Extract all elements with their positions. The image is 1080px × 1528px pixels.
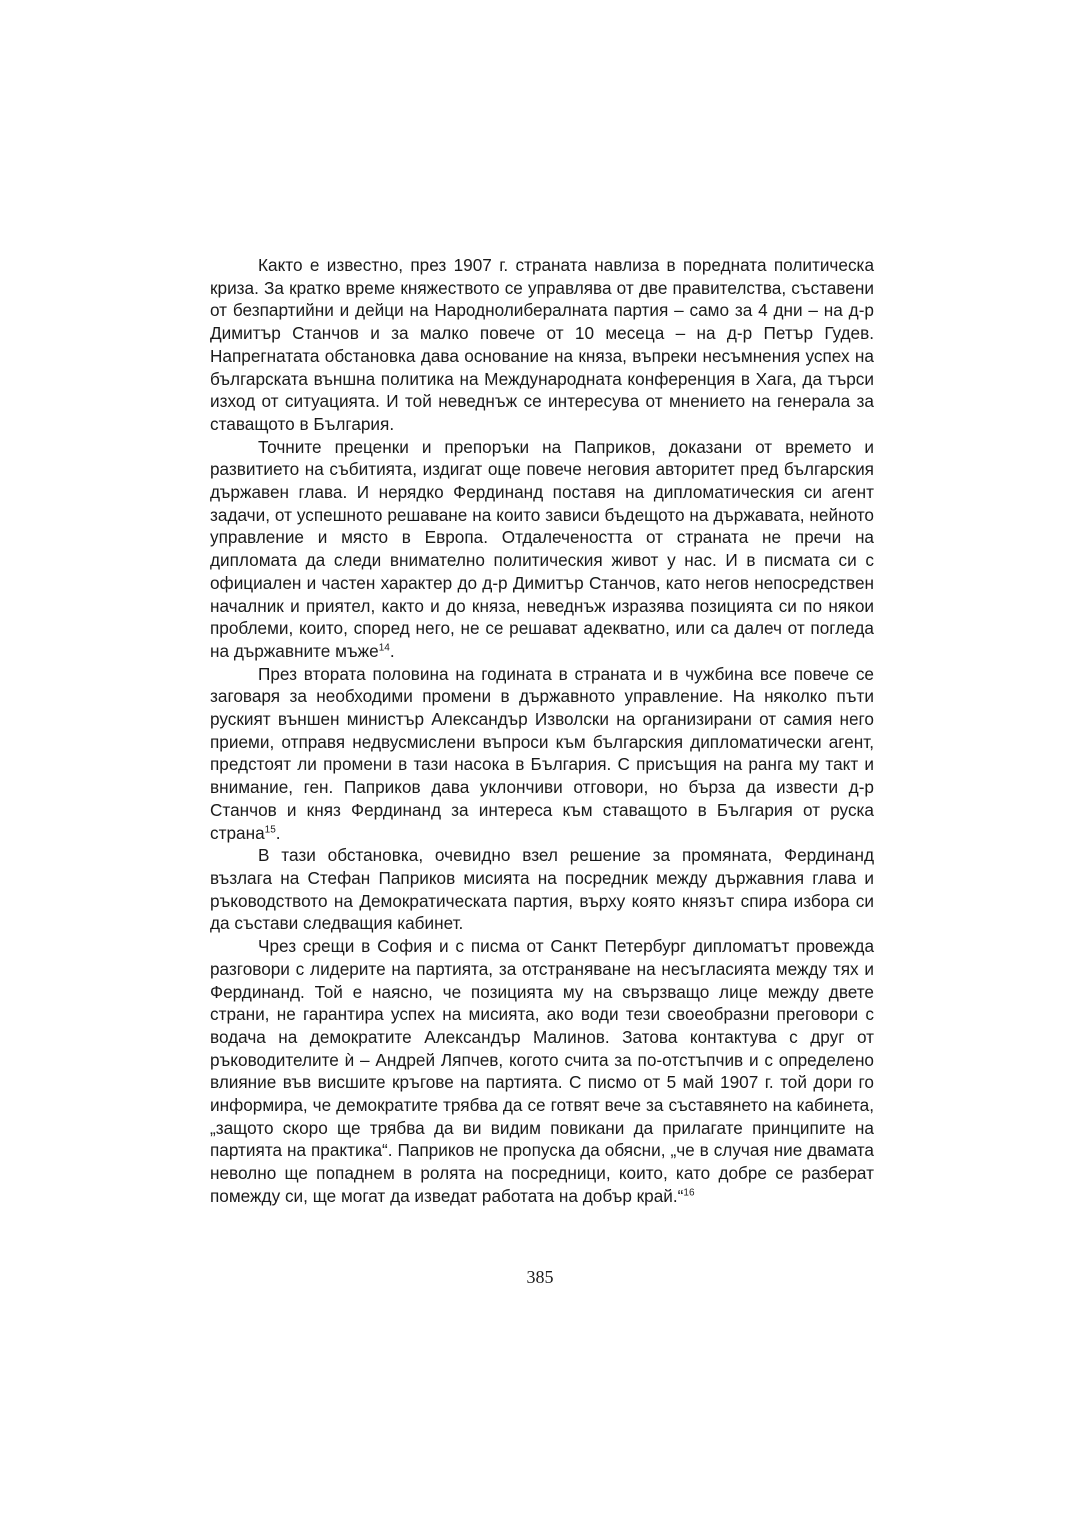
page-number: 385 — [526, 1267, 554, 1287]
paragraph: Точните преценки и препоръки на Паприков, доказани от времето и развитието на събитията, издигат още повече неговия авторитет пред българския държавен глава. И нерядко Фердинанд поставя на дипломатическия си агент задачи, от успешното решаване на които зависи бъдещото на държавата, нейното управление и място в Европа. Отдалечеността от страната не пречи на дипломата да следи внимателно политическия живот у нас. И в писмата си с официален и частен характер до д-р Димитър Станчов, като негов непосредствен началник и приятел, както и до княза, неведнъж изразява позицията си по някои проблеми, които, според него, не се решават адекватно, или са далеч от погледа на държавните мъже$^{14}$. — [210, 436, 874, 661]
footnote-ref: 16 — [683, 1187, 695, 1199]
paragraph: Както е известно, през 1907 г. страната навлиза в поредната политическа криза. За кратко време княжеството се управлява от две правителства, съставени от безпартийни и дейци на Народнолибералната партия – само за 4 дни – на д-р Димитър Станчов и за малко повече от 10 месеца – на д-р Петър Гудев. Напрегнатата обстановка дава основание на княза, въпреки несъмнения успех на българската външна политика на Международната конференция в Хага, да търси изход от ситуацията. И той неведнъж се интересува от мнението на генерала за ставащото в България. — [210, 255, 874, 434]
footnote-ref: 14 — [378, 642, 390, 654]
paragraph: В тази обстановка, очевидно взел решение за промяната, Фердинанд възлага на Стефан Паприков мисията на посредник между държавния глава и ръководството на Демократическата партия, върху която князът спира избора си да състави следващия кабинет. — [210, 845, 874, 934]
footnote-ref: 15 — [264, 823, 276, 835]
body-text — [210, 254, 874, 1208]
paragraph: Чрез срещи в София и с писма от Санкт Петербург дипломатът провежда разговори с лидерите на партията, за отстраняване на несъгласията между тях и Фердинанд. Той е наясно, че позицията му на свързващо лице между двете страни, не гарантира успех на мисията, ако води тези своеобразни преговори с водача на демократите Александър Малинов. Затова контактува с друг от ръководителите ѝ – Андрей Ляпчев, когото счита за по-отстъпчив и с определено влияние във висшите кръгове на партията. С писмо от 5 май 1907 г. той дори го информира, че демократите трябва да се готвят вече за съставянето на кабинета, „защото скоро ще трябва да ви видим повикани да прилагате принципите на партията на практика“. Паприков не пропуска да обясни, „че в случая ние двамата неволно ще попаднем в ролята на посредници, които, като добре се разберат помежду си, ще могат да изведат работата на добър край.“$^{16}$ — [210, 936, 874, 1206]
paragraph: През втората половина на годината в страната и в чужбина все повече се заговаря за необходими промени в държавното управление. На няколко пъти руският външен министър Александър Изволски на организирани от самия него приеми, отправя недвусмислени въпроси към българския дипломатически агент, предстоят ли промени в тази насока в България. С присъщия на ранга му такт и внимание, ген. Паприков дава уклончиви отговори, но бърза да извести д-р Станчов и княз Фердинанд за интереса към ставащото в България от руска страна$^{15}$. — [210, 663, 874, 843]
